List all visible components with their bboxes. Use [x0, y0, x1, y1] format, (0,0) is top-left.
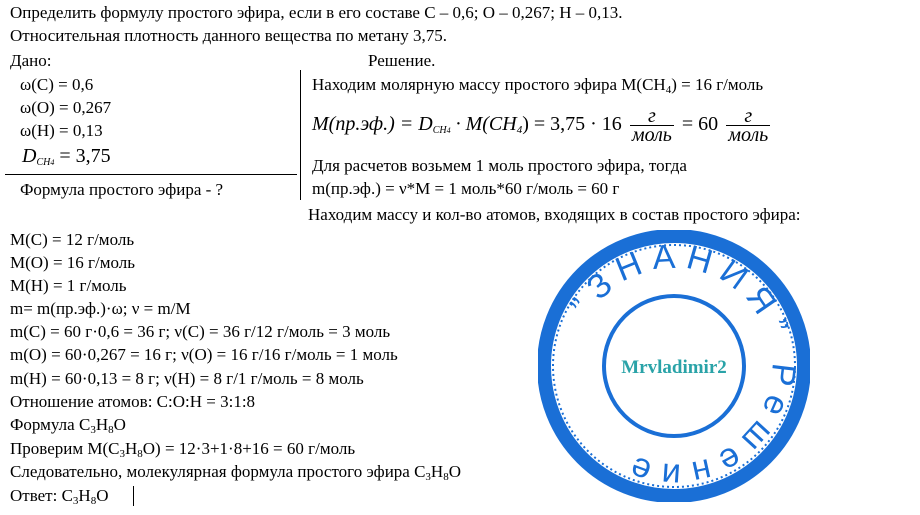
stamp-ring-text: ”ЗНАНИЯ” Решение [563, 237, 803, 495]
molar-mass-oxygen: M(O) = 16 г/моль [10, 253, 136, 272]
calc-oxygen: m(O) = 60·0,267 = 16 г; ν(O) = 16 г/16 г/моль = 1 моль [10, 345, 398, 364]
given-w-oxygen: ω(О) = 0,267 [20, 98, 112, 117]
solution-title: Решение. [368, 51, 436, 70]
text-cursor [133, 486, 134, 506]
check-line: Проверим $M(C_3H_8O) = 12\cdot 3+1\cdot 8+16 = 60$ г/моль [10, 439, 356, 460]
given-title: Дано: [10, 51, 52, 70]
molar-mass-equation: $M(пр.эф.) = D_{CH4} \cdot M(CH_4) = 3,75 \cdot 16$ $\frac{г}{\text{моль}}$ = 60 $\frac{г}{\text{моль}}$ [312, 104, 769, 146]
answer-line: Ответ: $C_3H_8O$ [10, 486, 109, 507]
calc-assumption-line: Для расчетов возьмем 1 моль простого эфира, тогда [312, 156, 687, 175]
general-formula: m= m(пр.эф.)·ω; ν = m/M [10, 299, 191, 318]
given-w-carbon: ω(С) = 0,6 [20, 75, 94, 94]
vertical-divider [300, 70, 301, 200]
problem-statement-line-2: Относительная плотность данного вещества по метану 3,75. [10, 26, 448, 45]
fraction-g-per-mol-2: $\frac{г}{\text{моль}}$ [728, 104, 769, 146]
atom-ratio: Отношение атомов: C:O:H = 3:1:8 [10, 392, 256, 411]
given-w-hydrogen: ω(Н) = 0,13 [20, 121, 103, 140]
formula-line: Формула $C_3H_8O$ [10, 415, 126, 436]
calc-mass-line: m(пр.эф.) = ν*M = 1 моль*60 г/моль = 60 г [312, 179, 620, 198]
molar-mass-line: Находим молярную массу простого эфира $M(CH_4) = 16$ г/моль [312, 75, 764, 96]
stamp-seal [538, 230, 810, 502]
find-statement: Формула простого эфира - ? [20, 180, 224, 199]
stamp-center-text: Mrvladimir2 [621, 357, 727, 378]
given-density: $D_{CH4} = 3,75$ [22, 145, 111, 168]
atoms-heading: Находим массу и кол-во атомов, входящих в состав простого эфира: [308, 205, 801, 224]
calc-carbon: m(C) = 60 г·0,6 = 36 г; ν(C) = 36 г/12 г/моль = 3 моль [10, 322, 391, 341]
calc-hydrogen: m(H) = 60·0,13 = 8 г; ν(H) = 8 г/1 г/моль = 8 моль [10, 369, 364, 388]
molar-mass-carbon: M(C) = 12 г/моль [10, 230, 135, 249]
fraction-g-per-mol-1: $\frac{г}{\text{моль}}$ [631, 104, 672, 146]
problem-statement-line-1: Определить формулу простого эфира, если в его составе С – 0,6; О – 0,267; Н – 0,13. [10, 3, 623, 22]
given-divider [5, 174, 297, 175]
conclusion-line: Следовательно, молекулярная формула простого эфира $C_3H_8O$ [10, 462, 461, 483]
molar-mass-hydrogen: M(H) = 1 г/моль [10, 276, 127, 295]
